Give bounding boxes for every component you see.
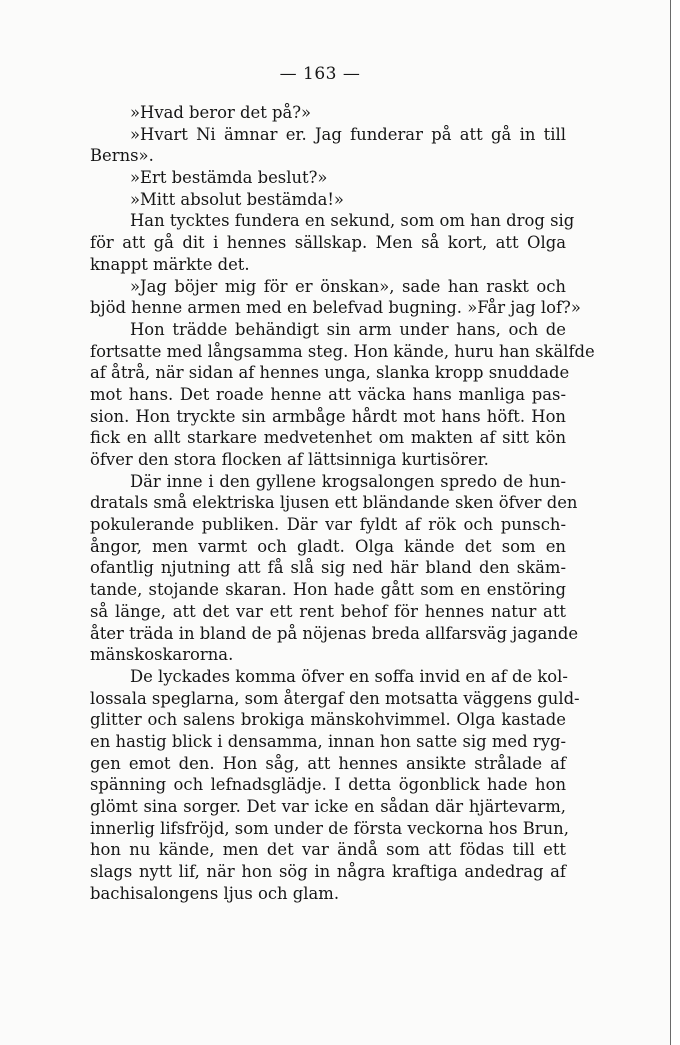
text-line: Hon trädde behändigt sin arm under hans, och de: [130, 319, 566, 339]
text-line: en hastig blick i densamma, innan hon satte sig med ryg-: [90, 731, 566, 751]
text-line: lossala speglarna, som återgaf den motsatta väggens guld-: [90, 688, 580, 708]
text-line: tande, stojande skaran. Hon hade gått som en enstöring: [90, 580, 566, 600]
page-number: — 163 —: [279, 64, 361, 84]
text-line: spänning och lefnadsglädje. I detta ögonblick hade hon: [90, 775, 566, 795]
text-line: af åtrå, när sidan af hennes unga, slanka kropp snuddade: [90, 363, 570, 383]
text-line: slags nytt lif, när hon sög in några kraftiga andedrag af: [90, 862, 566, 882]
text-line: »Mitt absolut bestämda!»: [130, 189, 344, 209]
text-line: Berns».: [90, 146, 154, 166]
text-line: bjöd henne armen med en belefvad bugning. »Får jag lof?»: [90, 298, 581, 318]
text-line: innerlig lifsfröjd, som under de första veckorna hos Brun,: [90, 818, 569, 838]
text-line: De lyckades komma öfver en soffa invid en af de kol-: [130, 666, 568, 686]
text-line: ofantlig njutning att få slå sig ned här bland den skäm-: [90, 558, 566, 578]
text-line: »Jag böjer mig för er önskan», sade han raskt och: [130, 276, 566, 296]
page-margin: [671, 0, 680, 1045]
text-line: sion. Hon tryckte sin armbåge hårdt mot hans höft. Hon: [90, 406, 566, 426]
text-line: ångor, men varmt och gladt. Olga kände det som en: [90, 536, 566, 556]
text-line: »Ert bestämda beslut?»: [130, 168, 328, 188]
text-line: glitter och salens brokiga mänskohvimmel. Olga kastade: [90, 710, 566, 730]
text-line: knappt märkte det.: [90, 254, 250, 274]
text-line: dratals små elektriska ljusen ett bländande sken öfver den: [90, 493, 578, 513]
text-line: »Hvart Ni ämnar er. Jag funderar på att gå in till: [130, 124, 566, 144]
text-line: åter träda in bland de på nöjenas breda allfarsväg jagande: [90, 623, 579, 643]
text-line: Han tycktes fundera en sekund, som om han drog sig: [130, 211, 575, 231]
text-line: bachisalongens ljus och glam.: [90, 883, 340, 903]
text-line: mänskoskarorna.: [90, 645, 234, 665]
text-line: mot hans. Det roade henne att väcka hans manliga pas-: [90, 384, 566, 404]
text-line: för att gå dit i hennes sällskap. Men så kort, att Olga: [90, 233, 566, 253]
body-text: [90, 102, 595, 904]
text-line: gen emot den. Hon såg, att hennes ansikte strålade af: [90, 753, 566, 773]
text-line: öfver den stora flocken af lättsinniga kurtisörer.: [90, 450, 489, 469]
text-line: Där inne i den gyllene krogsalongen spredo de hun-: [130, 471, 566, 491]
text-line: hon nu kände, men det var ändå som att födas till ett: [90, 840, 566, 860]
text-line: »Hvad beror det på?»: [130, 103, 312, 122]
text-line: pokulerande publiken. Där var fyldt af rök och punsch-: [90, 515, 566, 535]
text-line: fick en allt starkare medvetenhet om makten af sitt kön: [90, 428, 566, 448]
text-line: så länge, att det var ett rent behof för hennes natur att: [90, 601, 566, 621]
text-line: glömt sina sorger. Det var icke en sådan där hjärtevarm,: [90, 797, 566, 816]
text-line: fortsatte med långsamma steg. Hon kände, huru han skälfde: [90, 341, 595, 361]
